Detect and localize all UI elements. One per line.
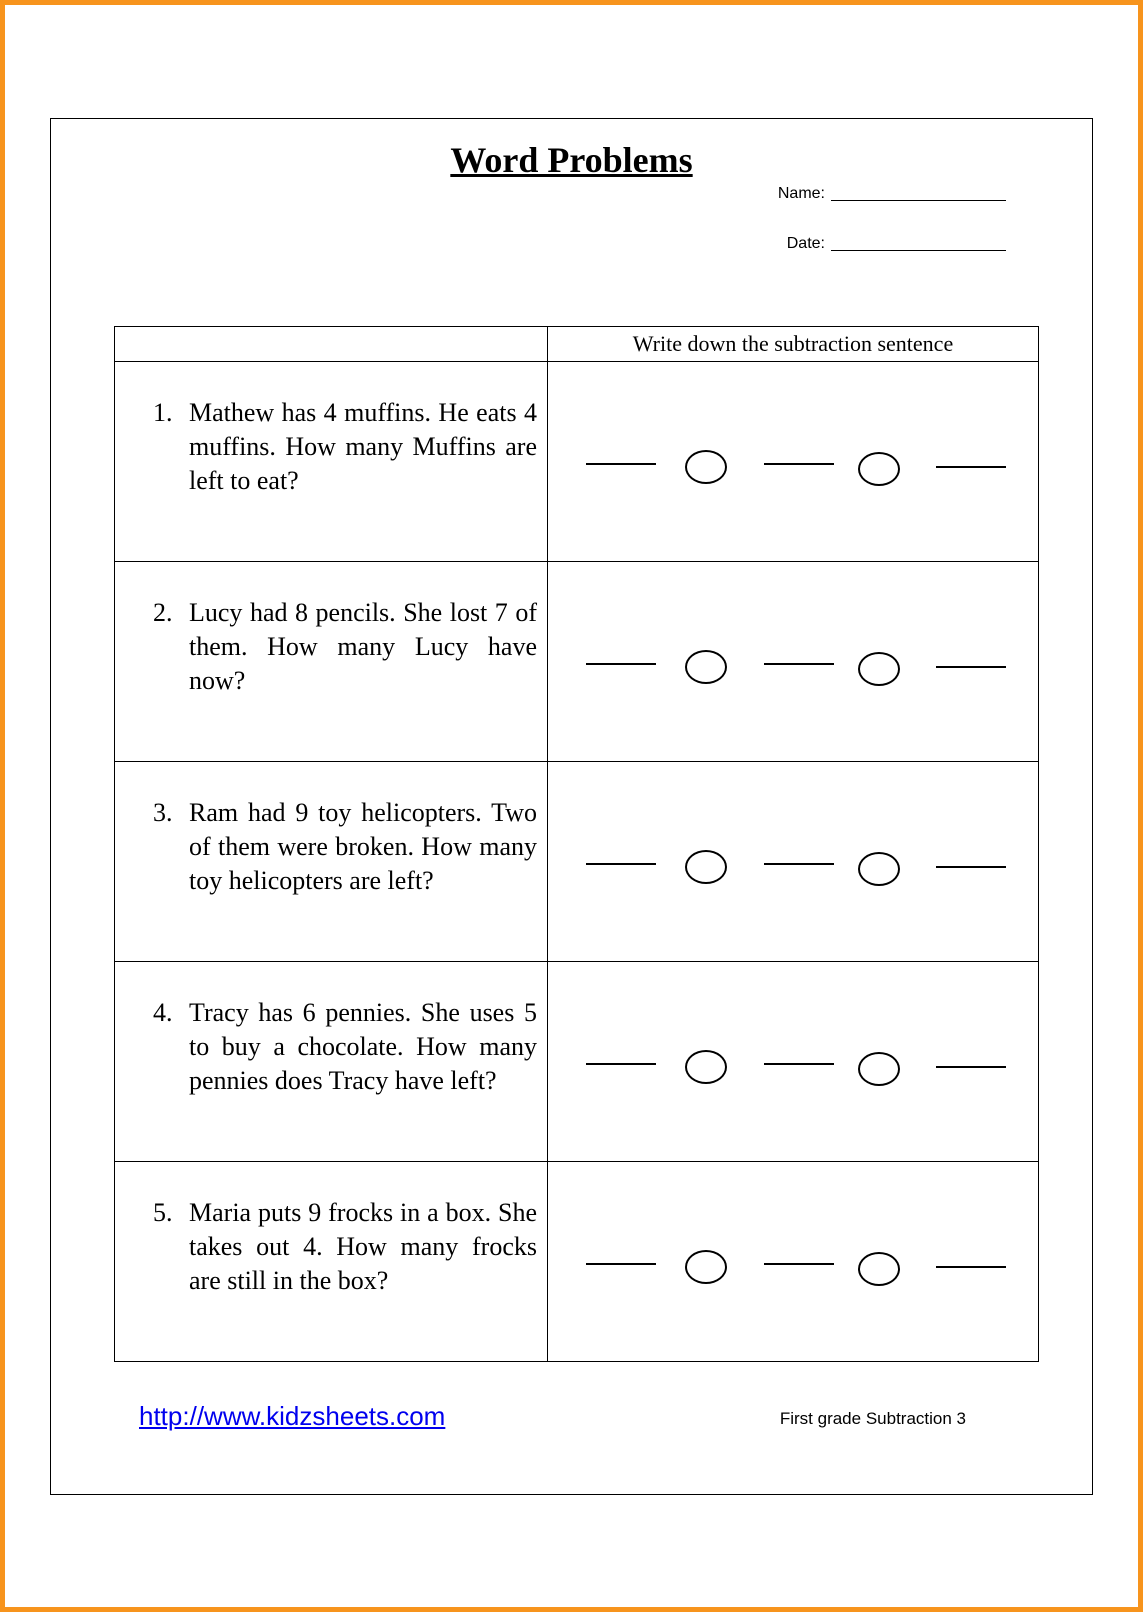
answer-blank-result[interactable] (936, 466, 1006, 468)
answer-blank-second[interactable] (764, 463, 834, 465)
worksheet-label: First grade Subtraction 3 (779, 1409, 966, 1428)
table-row (115, 762, 1039, 962)
answer-blank-first[interactable] (586, 863, 656, 865)
question-text: Lucy had 8 pencils. She lost 7 of them. How many Lucy have now? (189, 598, 537, 695)
operator-circle-second[interactable] (858, 1052, 900, 1086)
date-blank[interactable] (831, 249, 1006, 251)
answer-blank-result[interactable] (936, 866, 1006, 868)
answer-blank-first[interactable] (586, 1263, 656, 1265)
question-number: 4. (153, 998, 173, 1027)
answer-cell[interactable] (548, 562, 1039, 762)
page-title: Word Problems (450, 140, 693, 180)
answer-blank-second[interactable] (764, 1063, 834, 1065)
header-instruction: Write down the subtraction sentence (548, 327, 1039, 362)
date-field[interactable] (787, 235, 1006, 253)
question-number: 1. (153, 398, 173, 427)
operator-circle-first[interactable] (685, 650, 727, 684)
answer-blank-second[interactable] (764, 1263, 834, 1265)
question-number: 2. (153, 598, 173, 627)
question-cell (115, 1162, 548, 1362)
operator-circle-second[interactable] (858, 1252, 900, 1286)
answer-cell[interactable] (548, 762, 1039, 962)
answer-blank-first[interactable] (586, 463, 656, 465)
answer-cell[interactable] (548, 362, 1039, 562)
answer-blank-first[interactable] (586, 1063, 656, 1065)
question-cell (115, 762, 548, 962)
table-row (115, 1162, 1039, 1362)
operator-circle-first[interactable] (685, 1050, 727, 1084)
table-row (115, 962, 1039, 1162)
operator-circle-second[interactable] (858, 852, 900, 886)
table-row (115, 562, 1039, 762)
question-cell (115, 362, 548, 562)
operator-circle-first[interactable] (685, 1250, 727, 1284)
name-label: Name: (777, 185, 825, 202)
question-text: Ram had 9 toy helicopters. Two of them were broken. How many toy helicopters are left? (189, 798, 537, 895)
answer-blank-second[interactable] (764, 863, 834, 865)
operator-circle-first[interactable] (685, 850, 727, 884)
answer-cell[interactable] (548, 1162, 1039, 1362)
question-cell (115, 962, 548, 1162)
operator-circle-first[interactable] (685, 450, 727, 484)
question-text: Tracy has 6 pennies. She uses 5 to buy a chocolate. How many pennies does Tracy have left? (189, 998, 537, 1095)
problems-table (114, 326, 1039, 1362)
name-blank[interactable] (831, 199, 1006, 201)
table-row (115, 362, 1039, 562)
operator-circle-second[interactable] (858, 452, 900, 486)
header-empty-cell (115, 327, 548, 362)
answer-blank-result[interactable] (936, 666, 1006, 668)
question-cell (115, 562, 548, 762)
name-field[interactable] (778, 185, 1006, 203)
answer-blank-first[interactable] (586, 663, 656, 665)
answer-cell[interactable] (548, 962, 1039, 1162)
website-link[interactable]: http://www.kidzsheets.com (139, 1401, 446, 1431)
question-number: 5. (153, 1198, 173, 1227)
answer-blank-result[interactable] (936, 1066, 1006, 1068)
answer-blank-result[interactable] (936, 1266, 1006, 1268)
question-text: Mathew has 4 muffins. He eats 4 muffins. How many Muffins are left to eat? (189, 398, 537, 495)
operator-circle-second[interactable] (858, 652, 900, 686)
answer-blank-second[interactable] (764, 663, 834, 665)
table-header-row (115, 327, 1039, 362)
worksheet (50, 118, 1093, 1495)
question-number: 3. (153, 798, 173, 827)
question-text: Maria puts 9 frocks in a box. She takes out 4. How many frocks are still in the box? (189, 1198, 537, 1295)
date-label: Date: (786, 235, 825, 252)
